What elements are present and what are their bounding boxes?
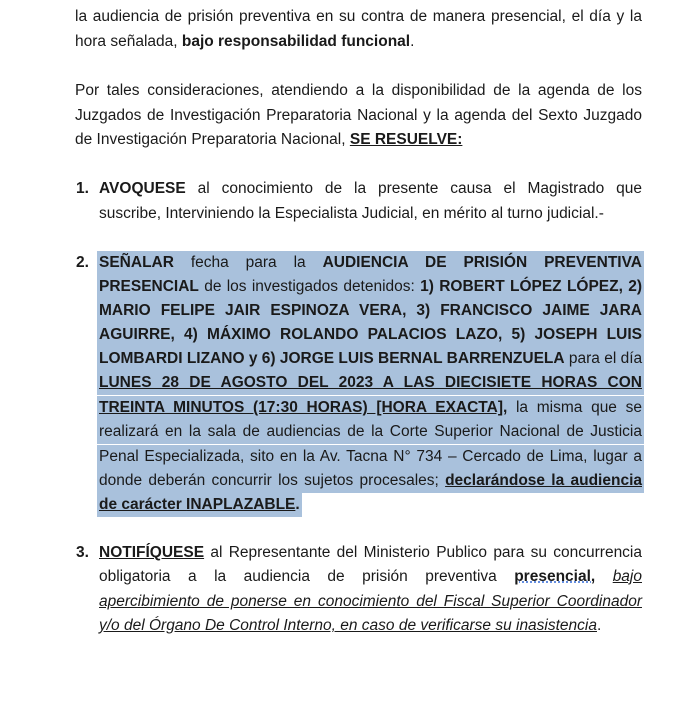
item-line: y/o del Órgano De Control Interno, en caso de verificarse su inasistencia. <box>99 617 602 634</box>
item-line: NOTIFÍQUESE al Representante del Ministerio Publico para su concurrencia <box>99 544 642 561</box>
selected-line: MARIO FELIPE JAIR ESPINOZA VERA, 3) FRANCISCO JAIME JARA <box>97 299 644 323</box>
selected-line: TREINTA MINUTOS (17:30 HORAS) [HORA EXACTA], la misma que se <box>97 396 644 420</box>
selected-line: realizará en la sala de audiencias de la Corte Superior Nacional de Justicia <box>97 420 644 444</box>
selected-line: donde deberán concurrir los sujetos procesales; declarándose la audiencia <box>97 469 644 493</box>
item-number: 2. <box>76 254 89 271</box>
considerations-line: Por tales consideraciones, atendiendo a la disponibilidad de la agenda de los <box>75 82 642 99</box>
selected-line: AGUIRRE, 4) MÁXIMO ROLANDO PALACIOS LAZO, 5) JOSEPH LUIS <box>97 323 644 347</box>
item-number: 3. <box>76 544 89 561</box>
selected-line: Penal Especializada, sito en la Av. Tacna N° 734 – Cercado de Lima, lugar a <box>97 445 644 469</box>
considerations-line: Juzgados de Investigación Preparatoria Nacional y la agenda del Sexto Juzgado <box>75 107 642 124</box>
item-line: obligatoria a la audiencia de prisión preventiva presencial, bajo <box>99 568 642 585</box>
selected-line: de carácter INAPLAZABLE. <box>97 493 302 517</box>
item-number: 1. <box>76 180 89 197</box>
item-line: suscribe, Interviniendo la Especialista Judicial, en mérito al turno judicial.- <box>99 205 604 222</box>
selected-line: LOMBARDI LIZANO y 6) JORGE LUIS BERNAL BARRENZUELA para el día <box>97 347 644 371</box>
considerations-line: de Investigación Preparatoria Nacional, SE RESUELVE: <box>75 131 463 148</box>
item-line: AVOQUESE al conocimiento de la presente causa el Magistrado que <box>99 180 642 197</box>
selected-line: SEÑALAR fecha para la AUDIENCIA DE PRISIÓN PREVENTIVA <box>97 251 644 275</box>
item-line: apercibimiento de ponerse en conocimiento del Fiscal Superior Coordinador <box>99 593 642 610</box>
intro-line: hora señalada, bajo responsabilidad funcional. <box>75 33 415 50</box>
selected-line: LUNES 28 DE AGOSTO DEL 2023 A LAS DIECISIETE HORAS CON <box>97 371 644 395</box>
selected-line: PRESENCIAL de los investigados detenidos: 1) ROBERT LÓPEZ LÓPEZ, 2) <box>97 275 644 299</box>
intro-line: la audiencia de prisión preventiva en su contra de manera presencial, el día y la <box>75 8 642 25</box>
